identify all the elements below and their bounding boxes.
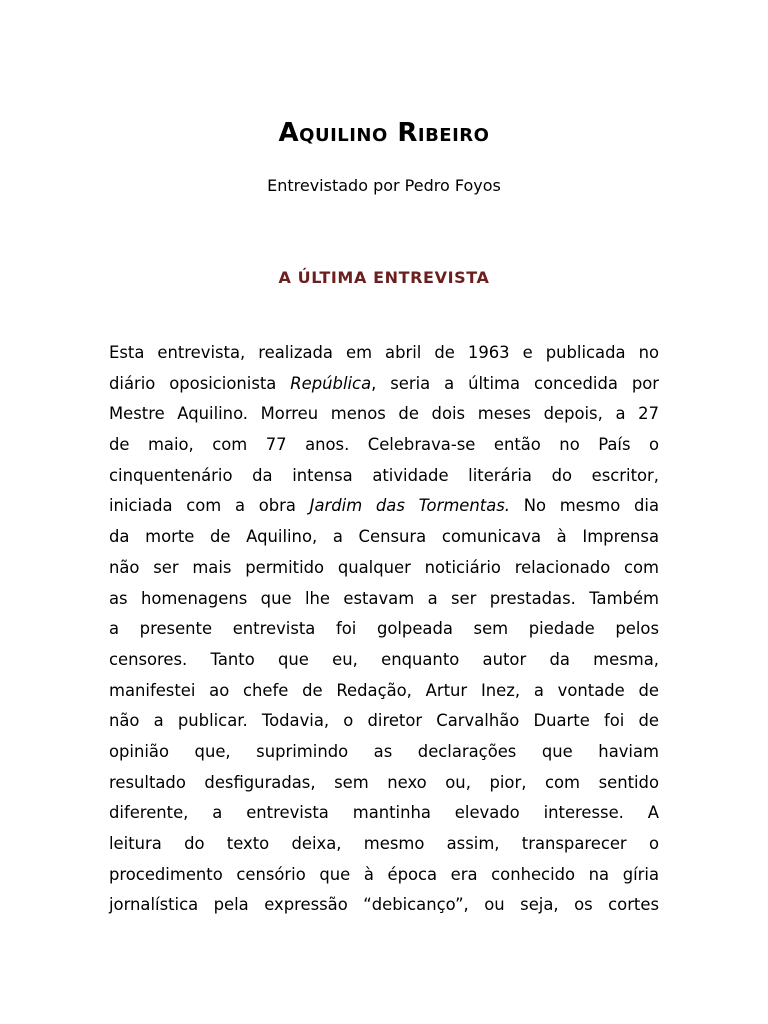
paragraph-line: Esta entrevista, realizada em abril de 1963 e publicada no [109,343,659,362]
paragraph-line: a presente entrevista foi golpeada sem piedade pelos [109,619,659,639]
paragraph-line: jornalística pela expressão “debicanço”, ou seja, os cortes [109,895,659,915]
paragraph-line: não ser mais permitido qualquer noticiário relacionado com [109,557,659,577]
paragraph-line: iniciada com a obra Jardim das Tormentas. No mesmo dia [109,496,659,516]
italic-title-republica: República [290,373,372,393]
body-paragraph [109,338,659,921]
italic-title-jardim: Jardim das Tormentas. [309,496,510,516]
paragraph-line: cinquentenário da intensa atividade literária do escritor, [109,465,659,485]
paragraph-line: procedimento censório que à época era conhecido na gíria [109,864,659,884]
paragraph-line: de maio, com 77 anos. Celebrava-se então no País o [109,435,659,455]
paragraph-line: diferente, a entrevista mantinha elevado interesse. A [109,803,659,823]
paragraph-line: as homenagens que lhe estavam a ser prestadas. Também [109,588,659,608]
paragraph-line: resultado desfiguradas, sem nexo ou, pior, com sentido [109,772,659,792]
paragraph-line: leitura do texto deixa, mesmo assim, transparecer o [109,834,659,853]
document-title: Aquilino Ribeiro [278,118,490,148]
paragraph-line: opinião que, suprimindo as declarações que haviam [109,741,659,761]
paragraph-line: diário oposicionista República, seria a última concedida por [109,373,659,393]
paragraph-line: não a publicar. Todavia, o diretor Carvalhão Duarte foi de [109,711,659,731]
document-subtitle: Entrevistado por Pedro Foyos [267,176,501,195]
paragraph-line: manifestei ao chefe de Redação, Artur Inez, a vontade de [109,680,659,700]
paragraph-line: Mestre Aquilino. Morreu menos de dois meses depois, a 27 [109,404,659,424]
paragraph-line: censores. Tanto que eu, enquanto autor da mesma, [109,649,659,669]
section-heading: A ÚLTIMA ENTREVISTA [278,268,490,287]
paragraph-line: da morte de Aquilino, a Censura comunicava à Imprensa [109,527,659,547]
